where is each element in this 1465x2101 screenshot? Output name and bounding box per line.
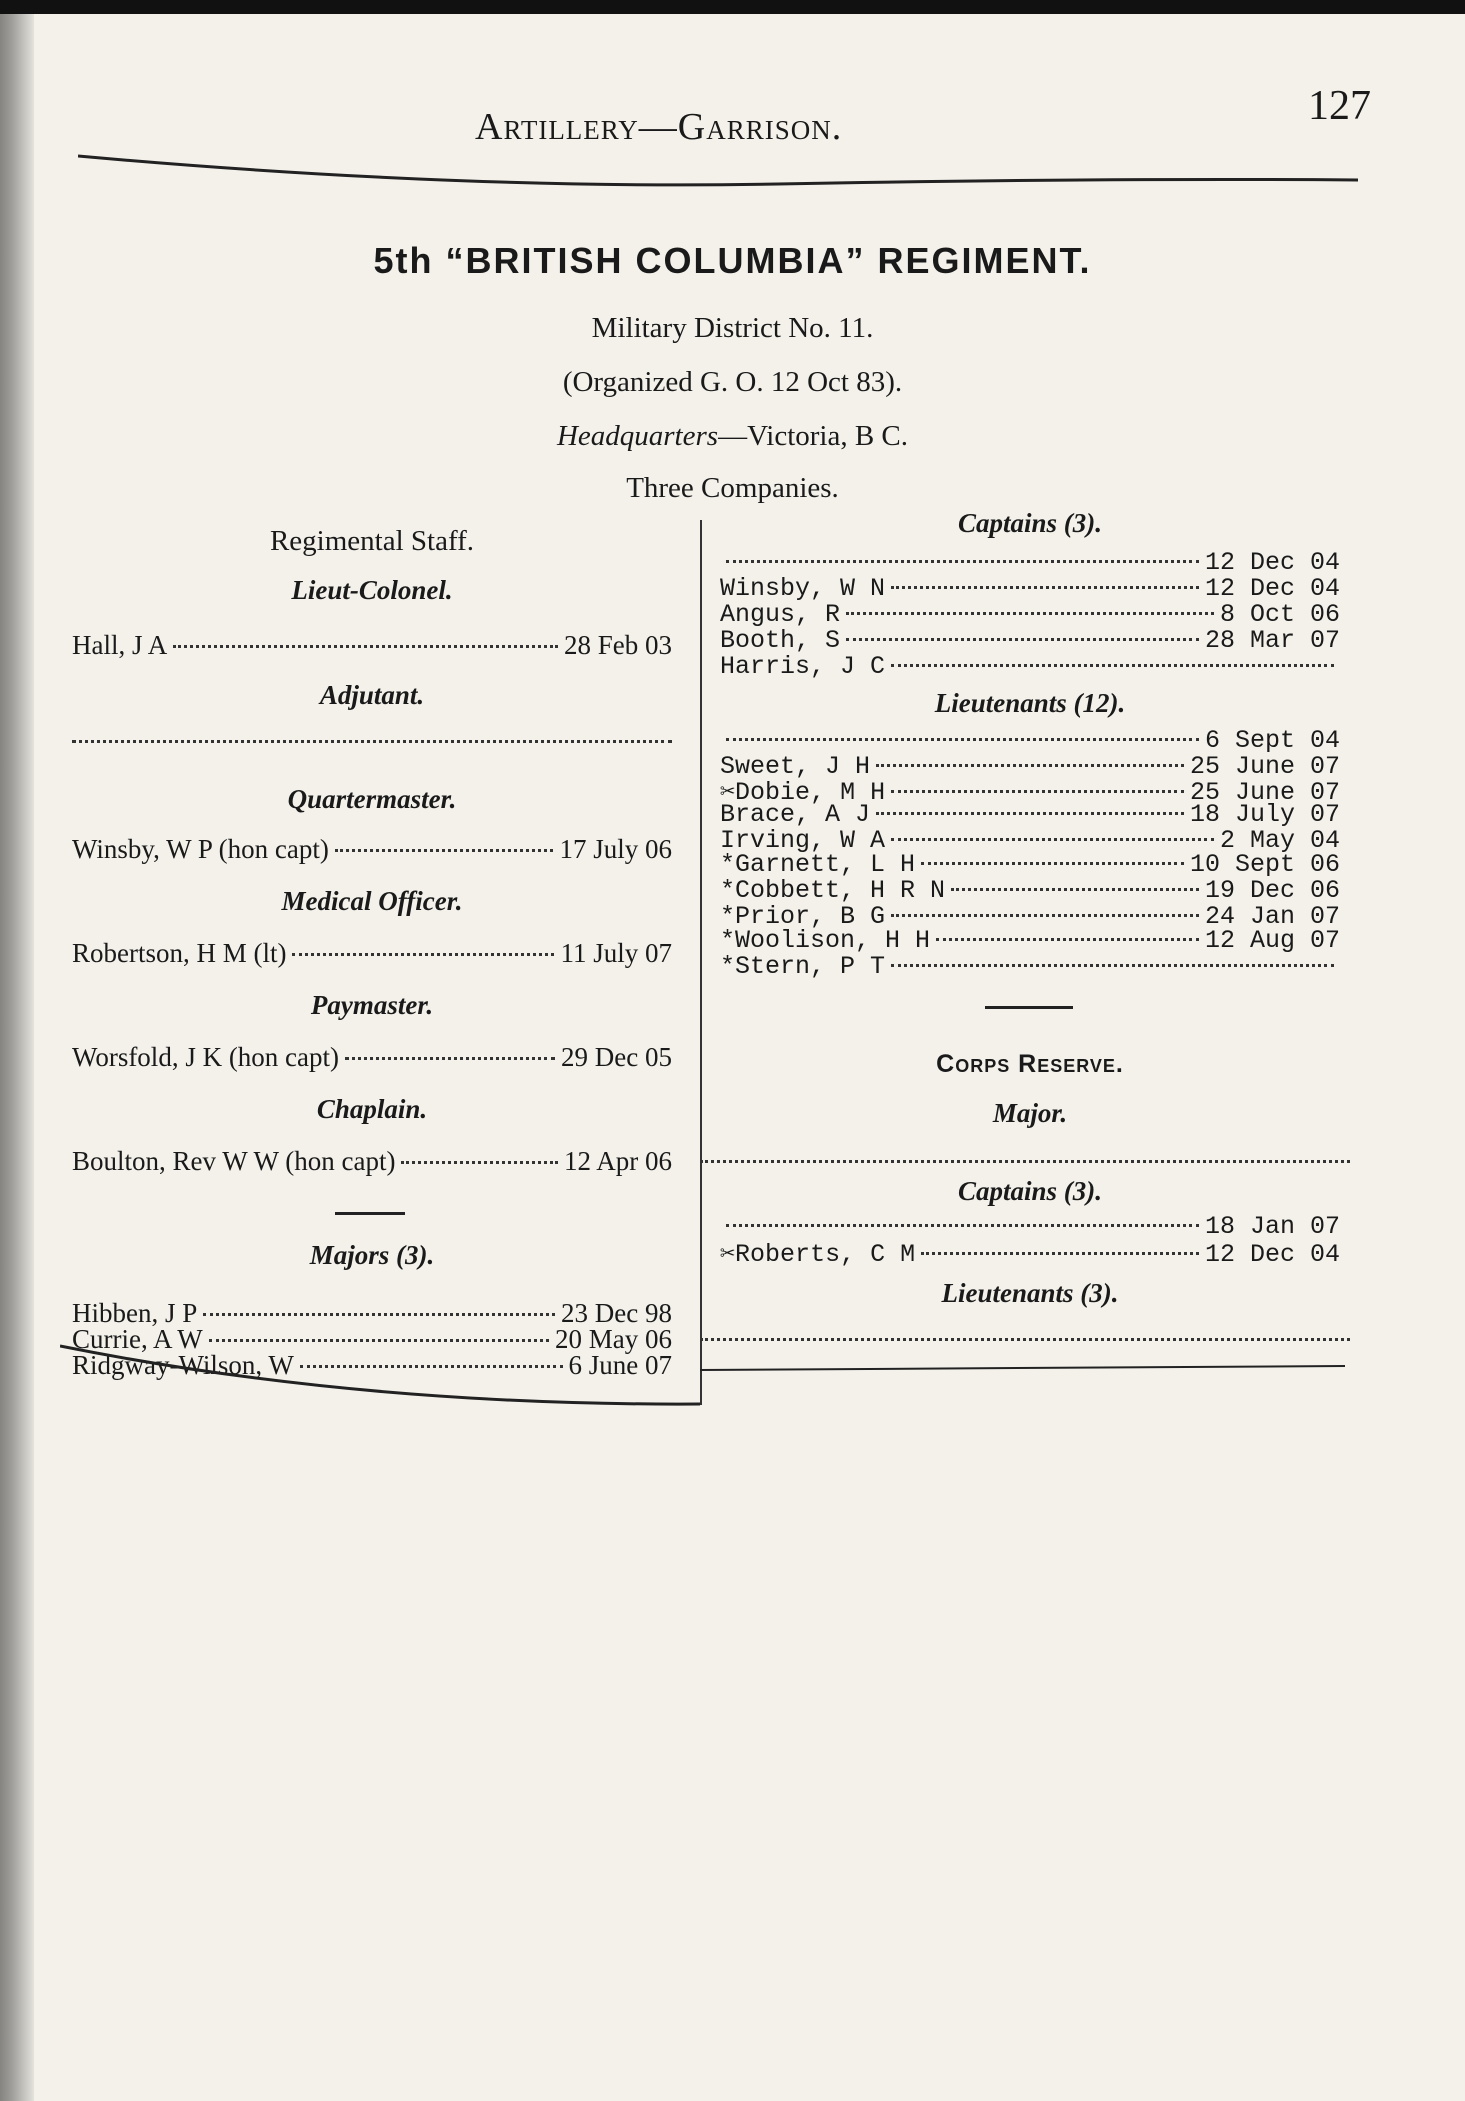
regiment-title: 5th “BRITISH COLUMBIA” REGIMENT. bbox=[373, 240, 1092, 281]
entry-name: Hall, J A bbox=[72, 630, 168, 660]
entry-name: ✂Roberts, C M bbox=[720, 1240, 916, 1269]
leader-dots bbox=[335, 849, 554, 852]
lieutenants-heading: Lieutenants (12). bbox=[934, 688, 1126, 718]
lieutenant-entry-9 bbox=[720, 926, 1340, 955]
reserve-captain-entry-2 bbox=[720, 1238, 1340, 1269]
adjutant-heading: Adjutant. bbox=[319, 680, 425, 710]
entry-date: 2 May 04 bbox=[1219, 826, 1340, 855]
entry-date: 11 July 07 bbox=[560, 938, 672, 968]
entry-name: *Garnett, L H bbox=[720, 850, 916, 879]
entry-name: Sweet, J H bbox=[720, 752, 871, 781]
entry-date: 12 Dec 04 bbox=[1204, 574, 1340, 603]
lieut-colonel-heading: Lieut-Colonel. bbox=[291, 575, 453, 605]
entry-date: 12 Apr 06 bbox=[564, 1146, 672, 1176]
entry-date: 28 Feb 03 bbox=[564, 630, 672, 660]
leader-dots bbox=[345, 1057, 555, 1060]
entry-name: Winsby, W P (hon capt) bbox=[72, 834, 329, 864]
section-rule bbox=[335, 1212, 405, 1215]
captain-entry-1 bbox=[720, 548, 1340, 577]
entry-name: *Woolison, H H bbox=[720, 926, 931, 955]
leader-dots bbox=[936, 938, 1199, 941]
headquarters-value: —Victoria, B C. bbox=[718, 420, 909, 452]
header-rule bbox=[78, 150, 1358, 190]
organized-order: (Organized G. O. 12 Oct 83). bbox=[562, 366, 903, 398]
entry-date: 12 Dec 04 bbox=[1204, 548, 1340, 577]
captain-entry-2 bbox=[720, 574, 1340, 603]
entry-name: Harris, J C bbox=[720, 652, 886, 681]
scan-shadow-top bbox=[0, 0, 1465, 14]
reserve-major-heading: Major. bbox=[992, 1098, 1068, 1128]
leader-dots bbox=[726, 738, 1199, 741]
lieutenant-entry-10 bbox=[720, 952, 1340, 981]
entry-name: Currie, A W bbox=[72, 1324, 203, 1354]
bottom-rule bbox=[60, 1336, 1350, 1406]
entry-name: Boulton, Rev W W (hon capt) bbox=[72, 1146, 396, 1176]
paymaster-entry bbox=[72, 1042, 672, 1073]
entry-date: 17 July 06 bbox=[559, 834, 672, 864]
entry-date: 8 Oct 06 bbox=[1219, 600, 1340, 629]
adjutant-vacant-line bbox=[72, 740, 672, 743]
entry-date: 18 July 07 bbox=[1189, 800, 1340, 829]
leader-dots bbox=[891, 914, 1199, 917]
entry-name: Winsby, W N bbox=[720, 574, 886, 603]
entry-name: Booth, S bbox=[720, 626, 841, 655]
entry-date: 12 Aug 07 bbox=[1204, 926, 1340, 955]
entry-name: Ridgway-Wilson, W bbox=[72, 1350, 294, 1380]
leader-dots bbox=[173, 645, 558, 648]
leader-dots bbox=[846, 612, 1214, 615]
quartermaster-entry bbox=[72, 834, 672, 865]
lieutenant-entry-1 bbox=[720, 726, 1340, 755]
lieut-colonel-entry bbox=[72, 630, 672, 661]
medical-officer-entry bbox=[72, 938, 672, 969]
entry-date: 29 Dec 05 bbox=[561, 1042, 672, 1072]
entry-name: Worsfold, J K (hon capt) bbox=[72, 1042, 340, 1072]
leader-dots bbox=[203, 1313, 555, 1316]
military-district: Military District No. 11. bbox=[591, 312, 874, 344]
reserve-lieutenants-heading: Lieutenants (3). bbox=[941, 1278, 1119, 1308]
entry-date: 19 Dec 06 bbox=[1204, 876, 1340, 905]
entry-name: Hibben, J P bbox=[72, 1298, 198, 1328]
running-head: Artillery—Garrison. bbox=[475, 106, 843, 148]
entry-name: *Cobbett, H R N bbox=[720, 876, 946, 905]
captains-heading: Captains (3). bbox=[957, 508, 1103, 538]
entry-name: Robertson, H M (lt) bbox=[72, 938, 287, 968]
headquarters bbox=[0, 420, 1465, 453]
lieutenant-entry-6 bbox=[720, 850, 1340, 879]
leader-dots bbox=[921, 862, 1184, 865]
leader-dots bbox=[876, 812, 1184, 815]
column-divider bbox=[700, 520, 702, 1405]
regimental-staff-heading: Regimental Staff. bbox=[269, 525, 475, 557]
entry-date: 10 Sept 06 bbox=[1189, 850, 1340, 879]
reserve-captain-entry-1 bbox=[720, 1212, 1340, 1241]
leader-dots bbox=[876, 764, 1184, 767]
entry-name: *Prior, B G bbox=[720, 902, 886, 931]
leader-dots bbox=[846, 638, 1199, 641]
lieutenant-entry-7 bbox=[720, 876, 1340, 905]
entry-date: 12 Dec 04 bbox=[1204, 1240, 1340, 1269]
leader-dots bbox=[726, 1224, 1199, 1227]
captain-entry-4 bbox=[720, 626, 1340, 655]
entry-date: 23 Dec 98 bbox=[561, 1298, 672, 1328]
entry-date: 18 Jan 07 bbox=[1204, 1212, 1340, 1241]
reserve-major-vacant-line bbox=[700, 1160, 1350, 1163]
entry-date: 20 May 06 bbox=[555, 1324, 672, 1354]
leader-dots bbox=[891, 586, 1199, 589]
majors-heading: Majors (3). bbox=[309, 1240, 435, 1270]
entry-name: Angus, R bbox=[720, 600, 841, 629]
leader-dots bbox=[891, 838, 1214, 841]
entry-date: 25 June 07 bbox=[1189, 778, 1340, 807]
leader-dots bbox=[891, 790, 1184, 793]
chaplain-entry bbox=[72, 1146, 672, 1177]
leader-dots bbox=[891, 664, 1334, 667]
entry-name: Irving, W A bbox=[720, 826, 886, 855]
leader-dots bbox=[921, 1252, 1199, 1255]
lieutenant-entry-4 bbox=[720, 800, 1340, 829]
chaplain-heading: Chaplain. bbox=[316, 1094, 428, 1124]
entry-date: 28 Mar 07 bbox=[1204, 626, 1340, 655]
reserve-captains-heading: Captains (3). bbox=[957, 1176, 1103, 1206]
entry-name: *Stern, P T bbox=[720, 952, 886, 981]
corps-reserve-heading: Corps Reserve. bbox=[936, 1050, 1124, 1078]
companies-count: Three Companies. bbox=[626, 472, 839, 504]
section-rule bbox=[985, 1006, 1073, 1009]
entry-date: 6 June 07 bbox=[568, 1350, 672, 1380]
captain-entry-3 bbox=[720, 600, 1340, 629]
entry-date: 24 Jan 07 bbox=[1204, 902, 1340, 931]
entry-date: 6 Sept 04 bbox=[1204, 726, 1340, 755]
medical-officer-heading: Medical Officer. bbox=[281, 886, 463, 916]
entry-name: Brace, A J bbox=[720, 800, 871, 829]
leader-dots bbox=[401, 1161, 558, 1164]
paymaster-heading: Paymaster. bbox=[310, 990, 434, 1020]
leader-dots bbox=[891, 964, 1334, 967]
quartermaster-heading: Quartermaster. bbox=[287, 784, 457, 814]
captain-entry-5 bbox=[720, 652, 1340, 681]
headquarters-label: Headquarters bbox=[556, 420, 719, 452]
page-number: 127 bbox=[1308, 83, 1371, 129]
leader-dots bbox=[726, 560, 1199, 563]
leader-dots bbox=[951, 888, 1199, 891]
entry-name: ✂Dobie, M H bbox=[720, 778, 886, 807]
leader-dots bbox=[292, 953, 554, 956]
entry-date: 25 June 07 bbox=[1189, 752, 1340, 781]
